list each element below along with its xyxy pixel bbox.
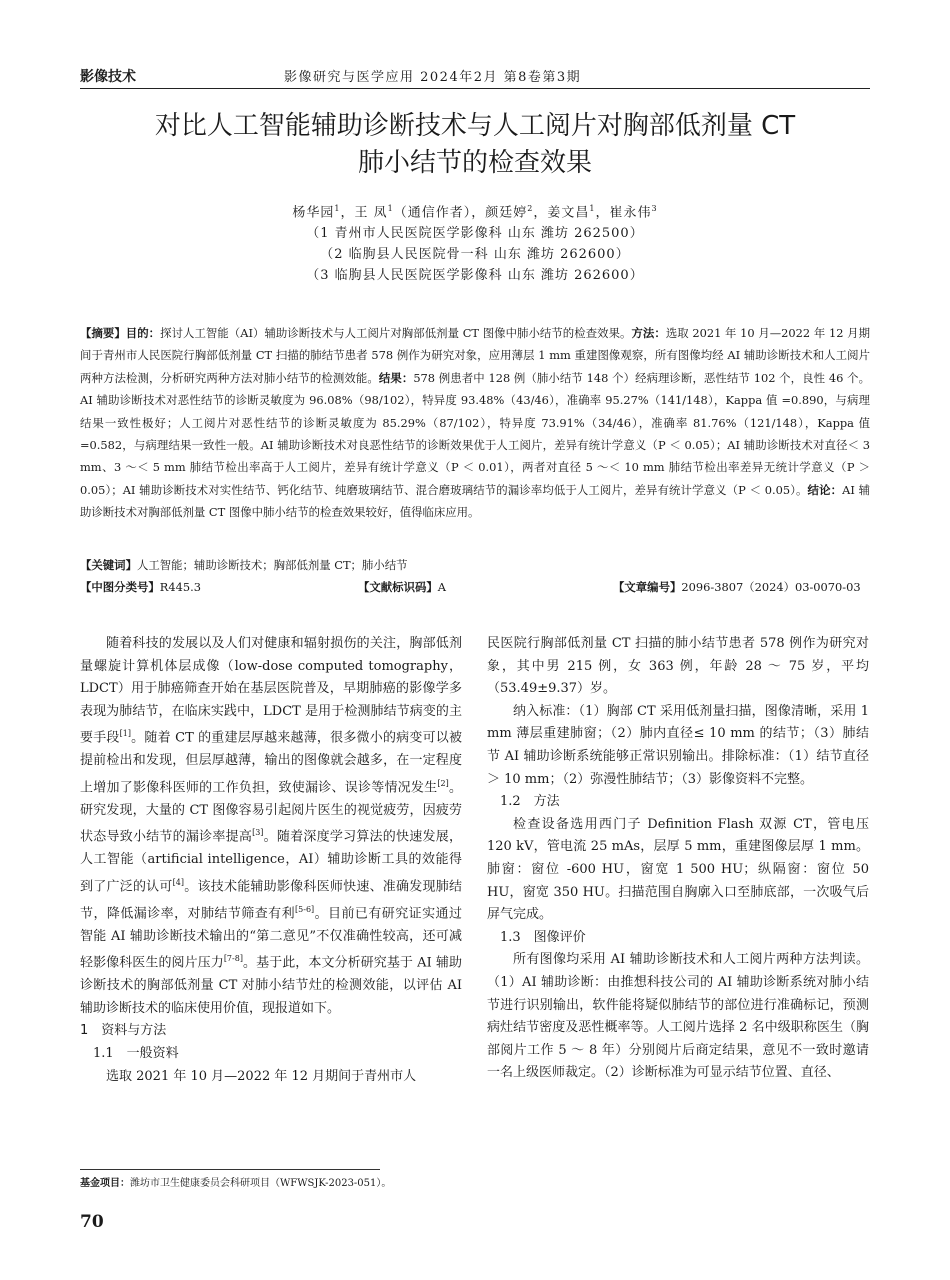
affiliation-2: （2 临朐县人民医院骨一科 山东 潍坊 262600）: [320, 247, 630, 263]
author-block: [80, 198, 870, 286]
document-code: 【文献标识码】 A: [358, 580, 446, 594]
clc-number: 【中图分类号】 R445.3: [80, 580, 201, 594]
footnote-divider: [80, 1169, 380, 1170]
abstract: 【摘要】目的：探讨人工智能（AI）辅助诊断技术与人工阅片对胸部低剂量 CT 图像中肺小结节的检查效果。方法：选取 2021 年 10 月—2022 年 12 月期间于青州市人民医院行胸部低剂量 CT 扫描的肺结节患者 578 例作为研究对象，应用薄层 1 mm 重建图像观察，所有图像均经 AI 辅助诊断技术和人工阅片两种方法检测，分析研究两种方法对肺小结节的检测效能。结果：578 例患者中 128 例（肺小结节 148 个）经病理诊断，恶性结节 102 个，良性 46 个。AI 辅助诊断技术对恶性结节的诊断灵敏度为 96.08%（98/102），特异度 93.48%（43/46），准确率 95.27%（141/148），Kappa 值 =0.890，与病理结果一致性极好；人工阅片对恶性结节的诊断灵敏度为 85.29%（87/102），特异度 73.91%（34/46），准确率 81.76%（121/148），Kappa 值 =0.582，与病理结果一致性一般。AI 辅助诊断技术对良恶性结节的诊断效果优于人工阅片，差异有统计学意义（P ＜ 0.05）；AI 辅助诊断技术对直径＜ 3 mm、3 ～＜ 5 mm 肺结节检出率高于人工阅片，差异有统计学意义（P ＜ 0.01），两者对直径 5 ～＜ 10 mm 肺结节检出率差异无统计学意义（P ＞ 0.05）；AI 辅助诊断技术对实性结节、钙化结节、纯磨玻璃结节、混合磨玻璃结节的漏诊率均低于人工阅片，差异有统计学意义（P ＜ 0.05）。结论：AI 辅助诊断技术对胸部低剂量 CT 图像中肺小结节的检查效果较好，值得临床应用。: [80, 326, 870, 520]
page-number: 70: [80, 1212, 104, 1232]
section-heading-1: 1 资料与方法: [80, 1023, 167, 1039]
title-line-1: 对比人工智能辅助诊断技术与人工阅片对胸部低剂量 CT: [154, 111, 796, 141]
title-line-2: 肺小结节的检查效果: [357, 148, 592, 178]
article-title: [80, 108, 870, 182]
funding-footnote: 基金项目：潍坊市卫生健康委员会科研项目（WFWSJK-2023-051）。: [80, 1178, 392, 1189]
journal-info: 影像研究与医学应用 2024年2月 第8卷第3期: [284, 70, 582, 85]
subsection-heading-1-2: 1.2 方法: [500, 794, 560, 810]
running-header: [80, 64, 870, 89]
classification-row: [80, 576, 870, 598]
keywords: 【关键词】人工智能；辅助诊断技术；胸部低剂量 CT；肺小结节: [80, 558, 408, 572]
general-info-continued: 民医院行胸部低剂量 CT 扫描的肺小结节患者 578 例作为研究对象，其中男 215 例，女 363 例，年龄 28 ～ 75 岁，平均（53.49±9.37）岁。: [487, 636, 869, 697]
section-tag: 影像技术: [80, 69, 136, 85]
affiliation-3: （3 临朐县人民医院医学影像科 山东 潍坊 262600）: [306, 268, 644, 284]
author-list: 杨华园$^1$，王 凤$^1$（通信作者），颜廷婷$^2$，姜文昌$^1$，崔永伟$^3$: [292, 204, 658, 221]
intro-paragraph: 随着科技的发展以及人们对健康和辐射损伤的关注，胸部低剂量螺旋计算机体层成像（low-dose computed tomography，LDCT）用于肺癌筛查开始在基层医院普及，早期肺癌的影像学多表现为肺结节，在临床实践中，LDCT 是用于检测肺结节病变的主要手段[1]。随着 CT 的重建层厚越来越薄，很多微小的病变可以被提前检出和发现，但层厚越薄，输出的图像就会越多，在一定程度上增加了影像科医师的工作负担，致使漏诊、误诊等情况发生[2]。研究发现，大量的 CT 图像容易引起阅片医生的视觉疲劳，因疲劳状态导致小结节的漏诊率提高[3]。随着深度学习算法的快速发展，人工智能（artificial intelligence，AI）辅助诊断工具的效能得到了广泛的认可[4]。该技术能辅助影像科医师快速、准确发现肺结节，降低漏诊率，对肺结节筛查有利[5-6]。目前已有研究证实通过智能 AI 辅助诊断技术输出的“第二意见”不仅准确性较高，还可减轻影像科医生的阅片压力[7-8]。基于此，本文分析研究基于 AI 辅助诊断技术的胸部低剂量 CT 对肺小结节灶的检测效能，以评估 AI 辅助诊断技术的临床使用价值，现报道如下。: [80, 636, 462, 1016]
methods-paragraph: 检查设备选用西门子 Definition Flash 双源 CT，管电压 120 kV，管电流 25 mAs，层厚 5 mm，重建图像层厚 1 mm。肺窗：窗位 -600 HU，窗宽 1 500 HU；纵隔窗：窗位 50 HU，窗宽 350 HU。扫描范围自胸廓入口至肺底部，一次吸气后屏气完成。: [487, 816, 869, 923]
subsection-heading-1-1: 1.1 一般资料: [93, 1046, 179, 1062]
general-info-paragraph: 选取 2021 年 10 月—2022 年 12 月期间于青州市人: [106, 1068, 417, 1084]
image-evaluation-paragraph: 所有图像均采用 AI 辅助诊断技术和人工阅片两种方法判读。（1）AI 辅助诊断：由推想科技公司的 AI 辅助诊断系统对肺小结节进行识别输出，软件能将疑似肺结节的部位进行准确标记，预测病灶结节密度及恶性概率等。人工阅片选择 2 名中级职称医生（胸部阅片工作 5 ～ 8 年）分别阅片后商定结果，意见不一致时邀请一名上级医师裁定。（2）诊断标准为可显示结节位置、直径、: [487, 952, 869, 1081]
criteria-paragraph: 纳入标准：（1）胸部 CT 采用低剂量扫描，图像清晰，采用 1 mm 薄层重建肺窗；（2）肺内直径≤ 10 mm 的结节；（3）肺结节 AI 辅助诊断系统能够正常识别输出。排除标准：（1）结节直径＞ 10 mm；（2）弥漫性肺结节；（3）影像资料不完整。: [487, 703, 869, 787]
subsection-heading-1-3: 1.3 图像评价: [500, 929, 586, 945]
body-column-left: [80, 633, 462, 1088]
body-column-right: [487, 633, 869, 1085]
affiliation-1: （1 青州市人民医院医学影像科 山东 潍坊 262500）: [306, 226, 644, 242]
article-number: 【文章编号】 2096-3807（2024）03-0070-03: [613, 580, 861, 594]
